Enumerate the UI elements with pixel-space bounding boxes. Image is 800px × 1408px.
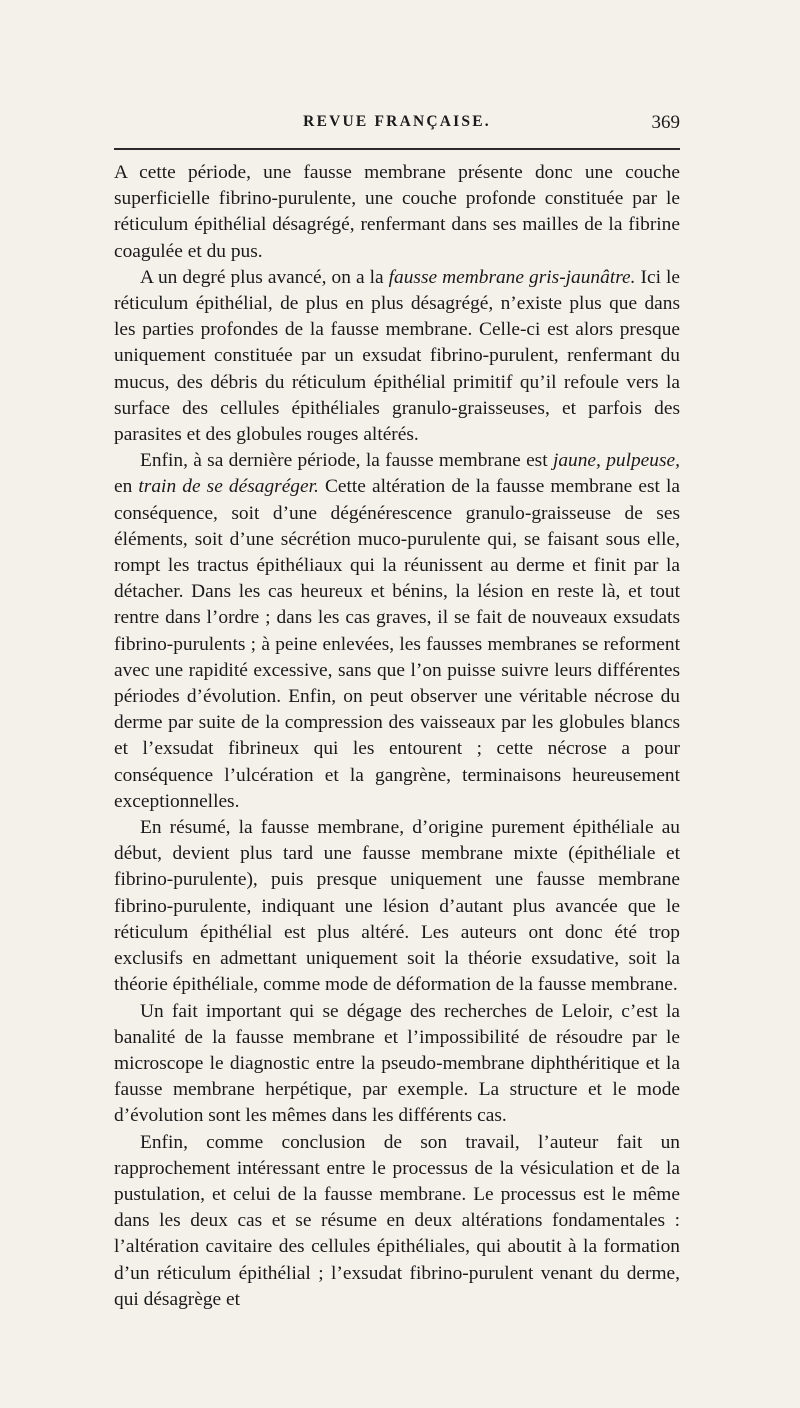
paragraph [114,265,680,448]
italic-term: fausse membrane gris-jaunâtre. [388,266,636,288]
paragraph [114,1130,680,1313]
page-number: 369 [651,112,680,133]
running-title: REVUE FRANÇAISE. [303,113,491,130]
body-text [114,160,680,1313]
italic-term: train de se désagréger. [138,476,319,498]
header-rule [114,148,680,150]
paragraph [114,815,680,998]
paragraph [114,999,680,1130]
text-segment: Enfin, à sa dernière période, la fausse membrane est [140,450,553,472]
text-segment: Un fait important qui se dégage des recherches de Leloir, c’est la banalité de la fausse membrane et l’impossibilité de résoudre par le microscope le diagnostic entre la pseudo-membrane diphthéritique et la fausse membrane herpétique, par exemple. La structure et le mode d’évolution sont les mêmes dans les différents cas. [114,1000,680,1127]
text-segment: A un degré plus avancé, on a la [140,266,389,288]
paragraph [114,160,680,265]
text-segment: Enfin, comme conclusion de son travail, l’auteur fait un rapprochement intéressant entre le processus de la vésiculation et de la pustulation, et celui de la fausse membrane. Le processus est le même dans les deux cas et se résume en deux altérations fondamentales : l’altération cavitaire des cellules épithéliales, qui aboutit à la formation d’un réticulum épithélial ; l’exsudat fibrino-purulent venant du derme, qui désagrège et [114,1131,680,1310]
italic-term: jaune, pulpeuse, [552,450,680,472]
paragraph [114,448,680,815]
text-segment: A cette période, une fausse membrane présente donc une couche superficielle fibrino-purulente, une couche profonde constituée par le réticulum épithélial désagrégé, renfermant dans ses mailles de la fibrine coagulée et du pus. [114,162,680,262]
page-header [114,113,680,137]
text-segment: en [114,476,139,498]
text-segment: En résumé, la fausse membrane, d’origine purement épithéliale au début, devient plus tard une fausse membrane mixte (épithéliale et fibrino-purulente), puis presque uniquement une fausse membrane fibrino-purulente, indiquant une lésion d’autant plus avancée que le réticulum épithélial est plus altéré. Les auteurs ont donc été trop exclusifs en admettant uniquement soit la théorie exsudative, soit la théorie épithéliale, comme mode de déformation de la fausse membrane. [114,817,680,996]
text-segment: Cette altération de la fausse membrane est la conséquence, soit d’une dégénérescence granulo-graisseuse de ses éléments, soit d’une sécrétion muco-purulente qui, se faisant sous elle, rompt les tractus épithéliaux qui la réunissent au derme et finit par la détacher. Dans les cas heureux et bénins, la lésion en reste là, et tout rentre dans l’ordre ; dans les cas graves, il se fait de nouveaux exsudats fibrino-purulents ; à peine enlevées, les fausses membranes se reforment avec une rapidité excessive, sans que l’on puisse suivre leurs différentes périodes d’évolution. Enfin, on peut observer une véritable nécrose du derme par suite de la compression des vaisseaux par les globules blancs et l’exsudat fibrineux qui les entourent ; cette nécrose a pour conséquence l’ulcération et la gangrène, terminaisons heureusement exceptionnelles. [114,476,680,812]
text-segment: Ici le réticulum épithélial, de plus en plus désagrégé, n’existe plus que dans les parties profondes de la fausse membrane. Celle-ci est alors presque uniquement constituée par un exsudat fibrino-purulent, renfermant du mucus, des débris du réticulum épithélial primitif qu’il refoule vers la surface des cellules épithéliales granulo-graisseuses, et parfois des parasites et des globules rouges altérés. [114,266,680,446]
